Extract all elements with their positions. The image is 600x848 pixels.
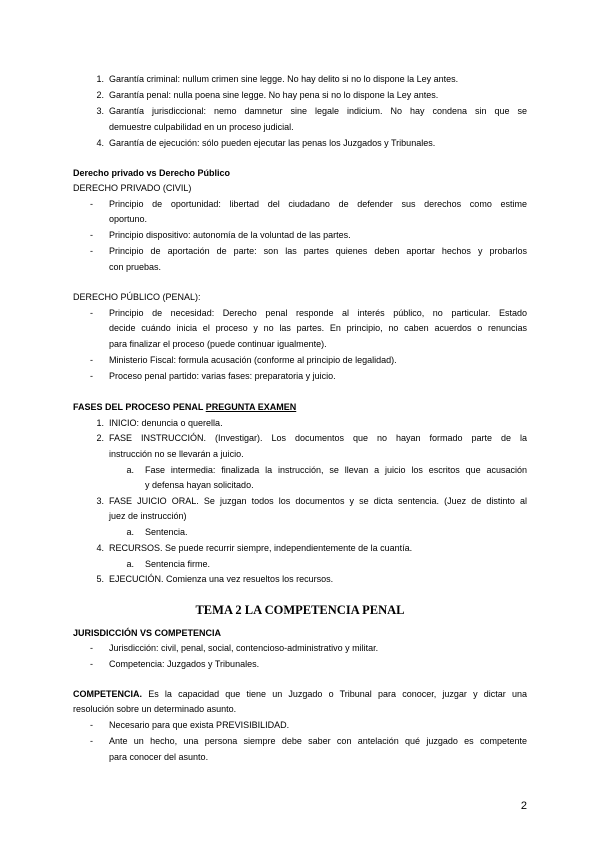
bullet-item: - Competencia: Juzgados y Tribunales. <box>90 659 260 669</box>
list-item: 2. Garantía penal: nulla poena sine legge. No hay pena si no lo dispone la Ley antes. <box>96 90 439 100</box>
list-item: 3. Garantía jurisdiccional: nemo damnetur sine legale indicium. No hay condena sin que se <box>96 106 527 116</box>
bullet-item-continuation: con pruebas. <box>109 262 162 272</box>
list-item: 1. Garantía criminal: nullum crimen sine legge. No hay delito si no lo dispone la Ley antes. <box>96 74 459 84</box>
list-item: 5. EJECUCIÓN. Comienza una vez resueltos los recursos. <box>96 574 334 584</box>
bullet-item: - Jurisdicción: civil, penal, social, contencioso-administrativo y militar. <box>90 643 379 653</box>
paragraph: COMPETENCIA. Es la capacidad que tiene un Juzgado o Tribunal para conocer, juzgar y dictar una <box>73 689 527 699</box>
section-heading: JURISDICCIÓN VS COMPETENCIA <box>73 628 222 638</box>
sub-list-item: a. Sentencia. <box>126 527 188 537</box>
bullet-item: - Principio dispositivo: autonomía de la voluntad de las partes. <box>90 230 351 240</box>
bullet-item: - Principio de aportación de parte: son las partes quienes deben aportar hechos y probarlos <box>90 246 527 256</box>
bullet-item-continuation: para finalizar el proceso (puede continuar igualmente). <box>109 339 327 349</box>
sub-list-item-continuation: y defensa hayan solicitado. <box>145 480 254 490</box>
bullet-item: - Ante un hecho, una persona siempre debe saber con antelación qué juzgado es competente <box>90 736 527 746</box>
sub-list-item: a. Sentencia firme. <box>126 559 211 569</box>
list-item: 4. RECURSOS. Se puede recurrir siempre, independientemente de la cuantía. <box>96 543 413 553</box>
bullet-item: - Ministerio Fiscal: formula acusación (conforme al principio de legalidad). <box>90 355 397 365</box>
sub-list-item: a. Fase intermedia: finalizada la instrucción, se llevan a juicio los escritos que acusación <box>126 465 527 475</box>
section-heading: Derecho privado vs Derecho Público <box>73 168 231 178</box>
subsection-label: DERECHO PRIVADO (CIVIL) <box>73 183 192 193</box>
subsection-label: DERECHO PÚBLICO (PENAL): <box>73 292 201 302</box>
list-item-continuation: demuestre culpabilidad en un proceso judicial. <box>109 122 294 132</box>
bullet-item-continuation: oportuno. <box>109 214 148 224</box>
bullet-item: - Proceso penal partido: varias fases: preparatoria y juicio. <box>90 371 336 381</box>
list-item: 1. INICIO: denuncia o querella. <box>96 418 223 428</box>
section-heading: FASES DEL PROCESO PENAL PREGUNTA EXAMEN <box>73 402 297 412</box>
exam-question-tag: PREGUNTA EXAMEN <box>205 402 297 412</box>
bullet-item: - Principio de necesidad: Derecho penal responde al interés público, no particular. Estado <box>90 308 527 318</box>
bullet-item-continuation: decide cuándo inicia el proceso y no las partes. En principio, no caben acuerdos o renuncias <box>109 323 527 333</box>
term-label: COMPETENCIA. <box>73 689 143 699</box>
list-item-continuation: instrucción no se llevarán a juicio. <box>109 449 244 459</box>
list-item: 4. Garantía de ejecución: sólo pueden ejecutar las penas los Juzgados y Tribunales. <box>96 138 436 148</box>
list-item: 2. FASE INSTRUCCIÓN. (Investigar). Los documentos que no hayan formado parte de la <box>96 433 527 443</box>
chapter-title: TEMA 2 LA COMPETENCIA PENAL <box>195 603 405 617</box>
bullet-item: - Necesario para que exista PREVISIBILIDAD. <box>90 720 290 730</box>
bullet-item-continuation: para conocer del asunto. <box>109 752 209 762</box>
list-item: 3. FASE JUICIO ORAL. Se juzgan todos los documentos y se dicta sentencia. (Juez de distinto al <box>96 496 527 506</box>
paragraph-continuation: resolución sobre un determinado asunto. <box>73 704 237 714</box>
list-item-continuation: juez de instrucción) <box>109 511 187 521</box>
bullet-item: - Principio de oportunidad: libertad del ciudadano de defender sus derechos como estime <box>90 199 527 209</box>
page-number: 2 <box>520 800 527 812</box>
